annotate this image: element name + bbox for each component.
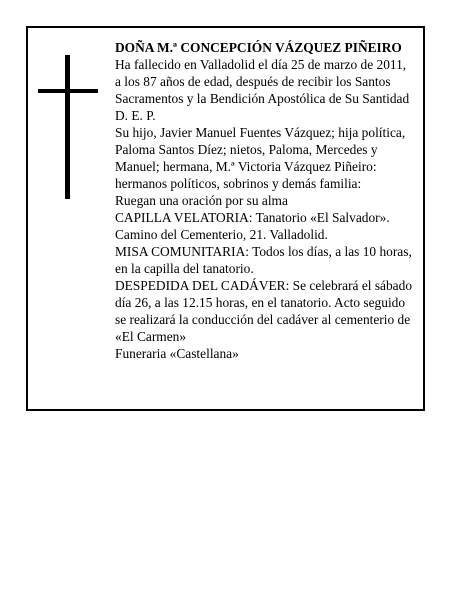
death-line-2: a los 87 años de edad, después de recibir los Santos (115, 74, 391, 89)
farewell-line-1 (115, 277, 421, 294)
death-line-1: Ha fallecido en Valladolid el día 25 de marzo de 2011, (115, 57, 407, 72)
chapel-text: Tanatorio «El Salvador». (252, 210, 390, 225)
mass-line-2: en la capilla del tanatorio. (115, 261, 254, 276)
mass-text: Todos los días, a las 10 horas, (248, 244, 412, 259)
farewell-line-2: día 26, a las 12.15 horas, en el tanatorio. Acto seguido (115, 295, 406, 310)
chapel-label: CAPILLA VELATORIA: (115, 210, 253, 225)
notice-body (115, 39, 421, 362)
farewell-line-4: «El Carmen» (115, 329, 187, 344)
obituary-notice (26, 26, 425, 411)
deceased-name: DOÑA M.ª CONCEPCIÓN VÁZQUEZ PIÑEIRO (115, 40, 402, 55)
cross-vertical-bar (65, 55, 70, 199)
family-line-2: Paloma Santos Díez; nietos, Paloma, Mercedes y (115, 142, 378, 157)
dep-text: D. E. P. (115, 108, 156, 123)
death-line-3: Sacramentos y la Bendición Apostólica de Su Santidad (115, 91, 410, 106)
family-line-4: hermanos políticos, sobrinos y demás familia: (115, 176, 362, 191)
chapel-line-2: Camino del Cementerio, 21. Valladolid. (115, 227, 328, 242)
prayer-request: Ruegan una oración por su alma (115, 193, 288, 208)
chapel-line-1 (115, 209, 421, 226)
funeral-home: Funeraria «Castellana» (115, 346, 239, 361)
farewell-text: Se celebrará el sábado (289, 278, 413, 293)
mass-label: MISA COMUNITARIA: (115, 244, 249, 259)
family-line-1: Su hijo, Javier Manuel Fuentes Vázquez; hija política, (115, 125, 406, 140)
mass-line-1 (115, 243, 421, 260)
farewell-label: DESPEDIDA DEL CADÁVER: (115, 278, 290, 293)
family-line-3: Manuel; hermana, M.ª Victoria Vázquez Piñeiro: (115, 159, 377, 174)
cross-horizontal-bar (38, 89, 98, 93)
cross-icon (38, 55, 98, 199)
farewell-line-3: se realizará la conducción del cadáver al cementerio de (115, 312, 411, 327)
